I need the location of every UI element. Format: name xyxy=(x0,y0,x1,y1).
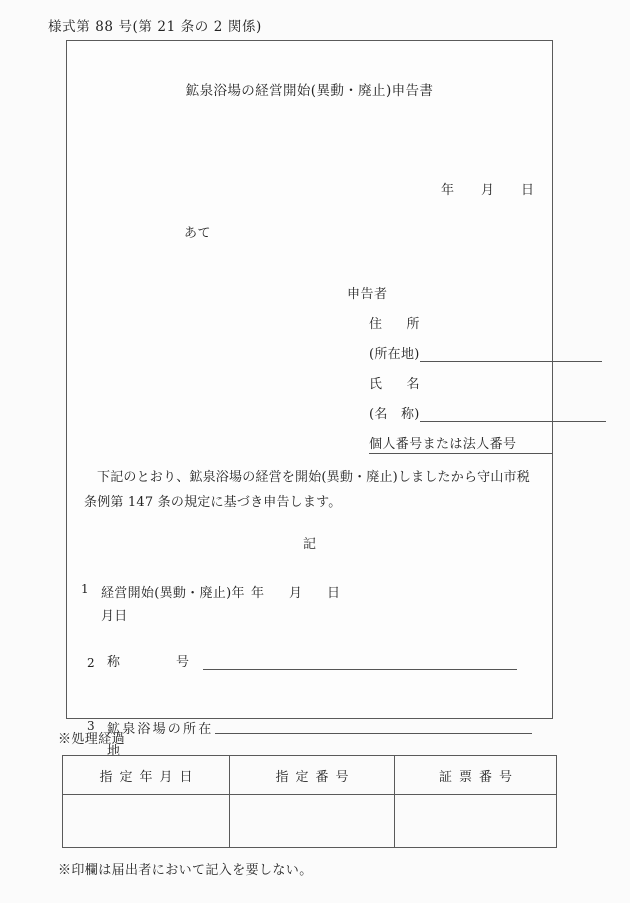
item-2-label: 称 号 xyxy=(107,655,190,670)
item-1-year-label: 年 xyxy=(251,586,265,601)
address-input-rule[interactable] xyxy=(420,349,602,362)
declarant-address-row xyxy=(369,313,606,332)
page-title: 鉱泉浴場の経営開始(異動・廃止)申告書 xyxy=(185,83,434,99)
submission-date-line xyxy=(67,179,533,198)
declarant-name-row xyxy=(369,373,606,392)
cell-designation-number[interactable] xyxy=(230,795,395,848)
declarant-block xyxy=(347,283,606,465)
id-number-label[interactable]: 個人番号または法人番号 xyxy=(369,433,552,454)
item-1-day-label: 日 xyxy=(327,586,341,601)
declarant-id-number-row xyxy=(369,433,606,454)
column-header-certificate-number: 証票番号 xyxy=(395,756,557,795)
item-3-input-rule[interactable] xyxy=(215,719,532,734)
date-year-label: 年 xyxy=(441,183,455,198)
declarant-heading: 申告者 xyxy=(347,287,388,302)
address-paren-label: (所在地) xyxy=(369,347,420,362)
item-1-month-label: 月 xyxy=(289,586,303,601)
column-header-designation-date: 指定年月日 xyxy=(63,756,230,795)
declarant-address-input-row xyxy=(369,343,606,362)
name-input-rule[interactable] xyxy=(420,409,606,422)
date-day-label: 日 xyxy=(521,183,535,198)
form-number-header: 様式第 88 号(第 21 条の 2 関係) xyxy=(48,19,262,35)
footer-note: ※印欄は届出者において記入を要しない。 xyxy=(58,863,313,878)
item-3-number: 3 xyxy=(87,719,95,733)
table-row xyxy=(63,795,557,848)
date-month-label: 月 xyxy=(481,183,495,198)
item-1-date-fields[interactable] xyxy=(251,582,340,628)
column-header-designation-number: 指定番号 xyxy=(230,756,395,795)
name-paren-label: (名 称) xyxy=(369,407,420,422)
name-label: 氏 名 xyxy=(369,377,421,392)
cell-designation-date[interactable] xyxy=(63,795,230,848)
item-3-label: 鉱泉浴場の所在地 xyxy=(107,722,214,759)
cell-certificate-number[interactable] xyxy=(395,795,557,848)
address-label: 住 所 xyxy=(369,317,421,332)
item-1-label: 経営開始(異動・廃止)年月日 xyxy=(101,586,245,624)
table-header-row xyxy=(63,756,557,795)
item-2-input-rule[interactable] xyxy=(203,656,517,670)
addressee-label: あて xyxy=(184,226,212,241)
item-1-number: 1 xyxy=(81,582,89,596)
body-paragraph: 下記のとおり、鉱泉浴場の経営を開始(異動・廃止)しましたから守山市税条例第 147 条の規定に基づき申告します。 xyxy=(84,470,530,510)
processing-table xyxy=(62,755,557,848)
ki-mark: 記 xyxy=(302,537,316,552)
item-2-number: 2 xyxy=(87,656,95,670)
processing-section-label: ※処理経過 xyxy=(58,732,126,747)
declarant-name-input-row xyxy=(369,403,606,422)
form-item-2 xyxy=(87,651,517,670)
form-item-1 xyxy=(81,582,340,628)
